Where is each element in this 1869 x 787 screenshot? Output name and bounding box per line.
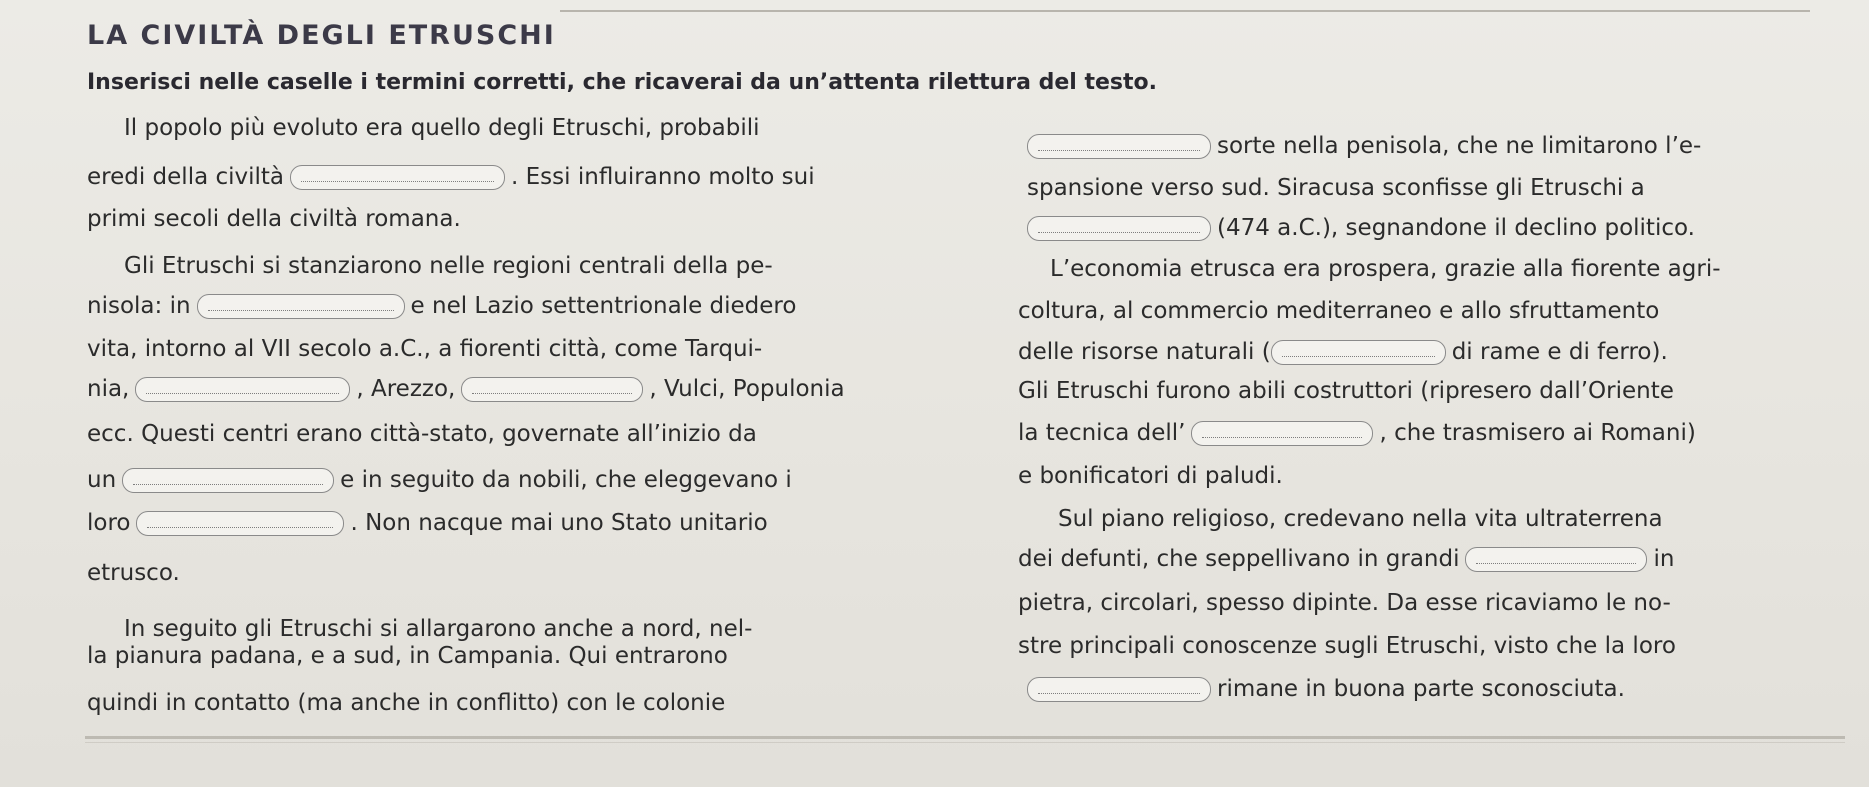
bottom-rule [85,736,1845,739]
answer-blank[interactable] [290,165,505,190]
text-line [1027,212,1695,244]
text-line [1018,460,1283,492]
top-rule [560,10,1810,12]
text-line [1018,543,1674,575]
text-segment: In seguito gli Etruschi si allargarono anche a nord, nel- [124,616,753,642]
text-segment: primi secoli della civiltà romana. [87,206,461,232]
text-segment: Sul piano religioso, credevano nella vita ultraterrena [1058,506,1663,532]
text-line [87,507,768,539]
text-segment: quindi in contatto (ma anche in conflitto) con le colonie [87,690,726,716]
text-segment: e in seguito da nobili, che eleggevano i [340,467,792,493]
answer-blank[interactable] [136,511,344,536]
text-line [87,464,792,496]
text-segment: e bonificatori di paludi. [1018,463,1283,489]
text-line [87,203,461,235]
text-line [87,333,762,365]
text-segment: coltura, al commercio mediterraneo e allo sfruttamento [1018,298,1660,324]
text-segment: stre principali conoscenze sugli Etruschi, visto che la loro [1018,633,1676,659]
text-segment: , che trasmisero ai Romani) [1379,420,1696,446]
text-segment: la tecnica dell’ [1018,420,1186,446]
text-segment: etrusco. [87,560,180,586]
text-line [124,112,760,144]
text-segment: e nel Lazio settentrionale diedero [410,293,797,319]
text-line [87,687,725,719]
text-segment: . Essi influiranno molto sui [511,164,815,190]
text-segment: L’economia etrusca era prospera, grazie alla fiorente agri- [1050,256,1721,282]
text-line [1027,172,1645,204]
answer-blank[interactable] [1027,677,1211,702]
text-segment: loro [87,510,131,536]
text-segment: eredi della civiltà [87,164,285,190]
text-segment: . Non nacque mai uno Stato unitario [350,510,768,536]
answer-blank[interactable] [1465,547,1647,572]
answer-blank[interactable] [1271,340,1446,365]
text-segment: la pianura padana, e a sud, in Campania. Qui entrarono [87,643,728,669]
text-line [87,373,845,405]
text-segment: (474 a.C.), segnandone il declino politico. [1217,215,1695,241]
text-line [1027,673,1625,705]
text-segment: in [1653,546,1675,572]
text-segment: , Arezzo, [356,376,456,402]
answer-blank[interactable] [135,377,350,402]
text-line [87,557,180,589]
text-segment: , Vulci, Populonia [649,376,845,402]
text-line [87,418,757,450]
text-line [1058,503,1663,535]
text-line [1018,295,1659,327]
text-segment: sorte nella penisola, che ne limitarono l’e- [1217,133,1702,159]
text-segment: spansione verso sud. Siracusa sconfisse gli Etruschi a [1027,175,1645,201]
text-segment: dei defunti, che seppellivano in grandi [1018,546,1460,572]
text-segment: rimane in buona parte sconosciuta. [1217,676,1625,702]
text-segment: Gli Etruschi si stanziarono nelle regioni centrali della pe- [124,253,773,279]
text-segment: delle risorse naturali ( [1018,339,1271,365]
text-segment: Gli Etruschi furono abili costruttori (ripresero dall’Oriente [1018,378,1674,404]
text-segment: nia, [87,376,130,402]
text-line [1018,630,1676,662]
text-line [87,290,796,322]
text-segment: vita, intorno al VII secolo a.C., a fiorenti città, come Tarqui- [87,336,763,362]
text-segment: ecc. Questi centri erano città-stato, governate all’inizio da [87,421,757,447]
answer-blank[interactable] [197,294,405,319]
answer-blank[interactable] [1027,216,1211,241]
answer-blank[interactable] [461,377,643,402]
text-segment: pietra, circolari, spesso dipinte. Da esse ricaviamo le no- [1018,590,1671,616]
text-line [1018,587,1671,619]
text-segment: nisola: in [87,293,191,319]
answer-blank[interactable] [122,468,334,493]
text-segment: un [87,467,117,493]
text-line [1018,417,1696,449]
answer-blank[interactable] [1191,421,1373,446]
text-segment: Il popolo più evoluto era quello degli Etruschi, probabili [124,115,760,141]
text-segment: di rame e di ferro). [1451,339,1668,365]
text-line [87,640,728,672]
text-line [1027,130,1701,162]
text-line [1050,253,1721,285]
page-title: LA CIVILTÀ DEGLI ETRUSCHI [87,20,556,51]
text-line [87,161,815,193]
text-line [1018,336,1668,368]
instructions: Inserisci nelle caselle i termini corretti, che ricaverai da un’attenta rilettura del testo. [87,70,1158,95]
text-line [124,250,773,282]
bottom-rule-thin [85,742,1845,743]
answer-blank[interactable] [1027,134,1211,159]
text-line [1018,375,1674,407]
